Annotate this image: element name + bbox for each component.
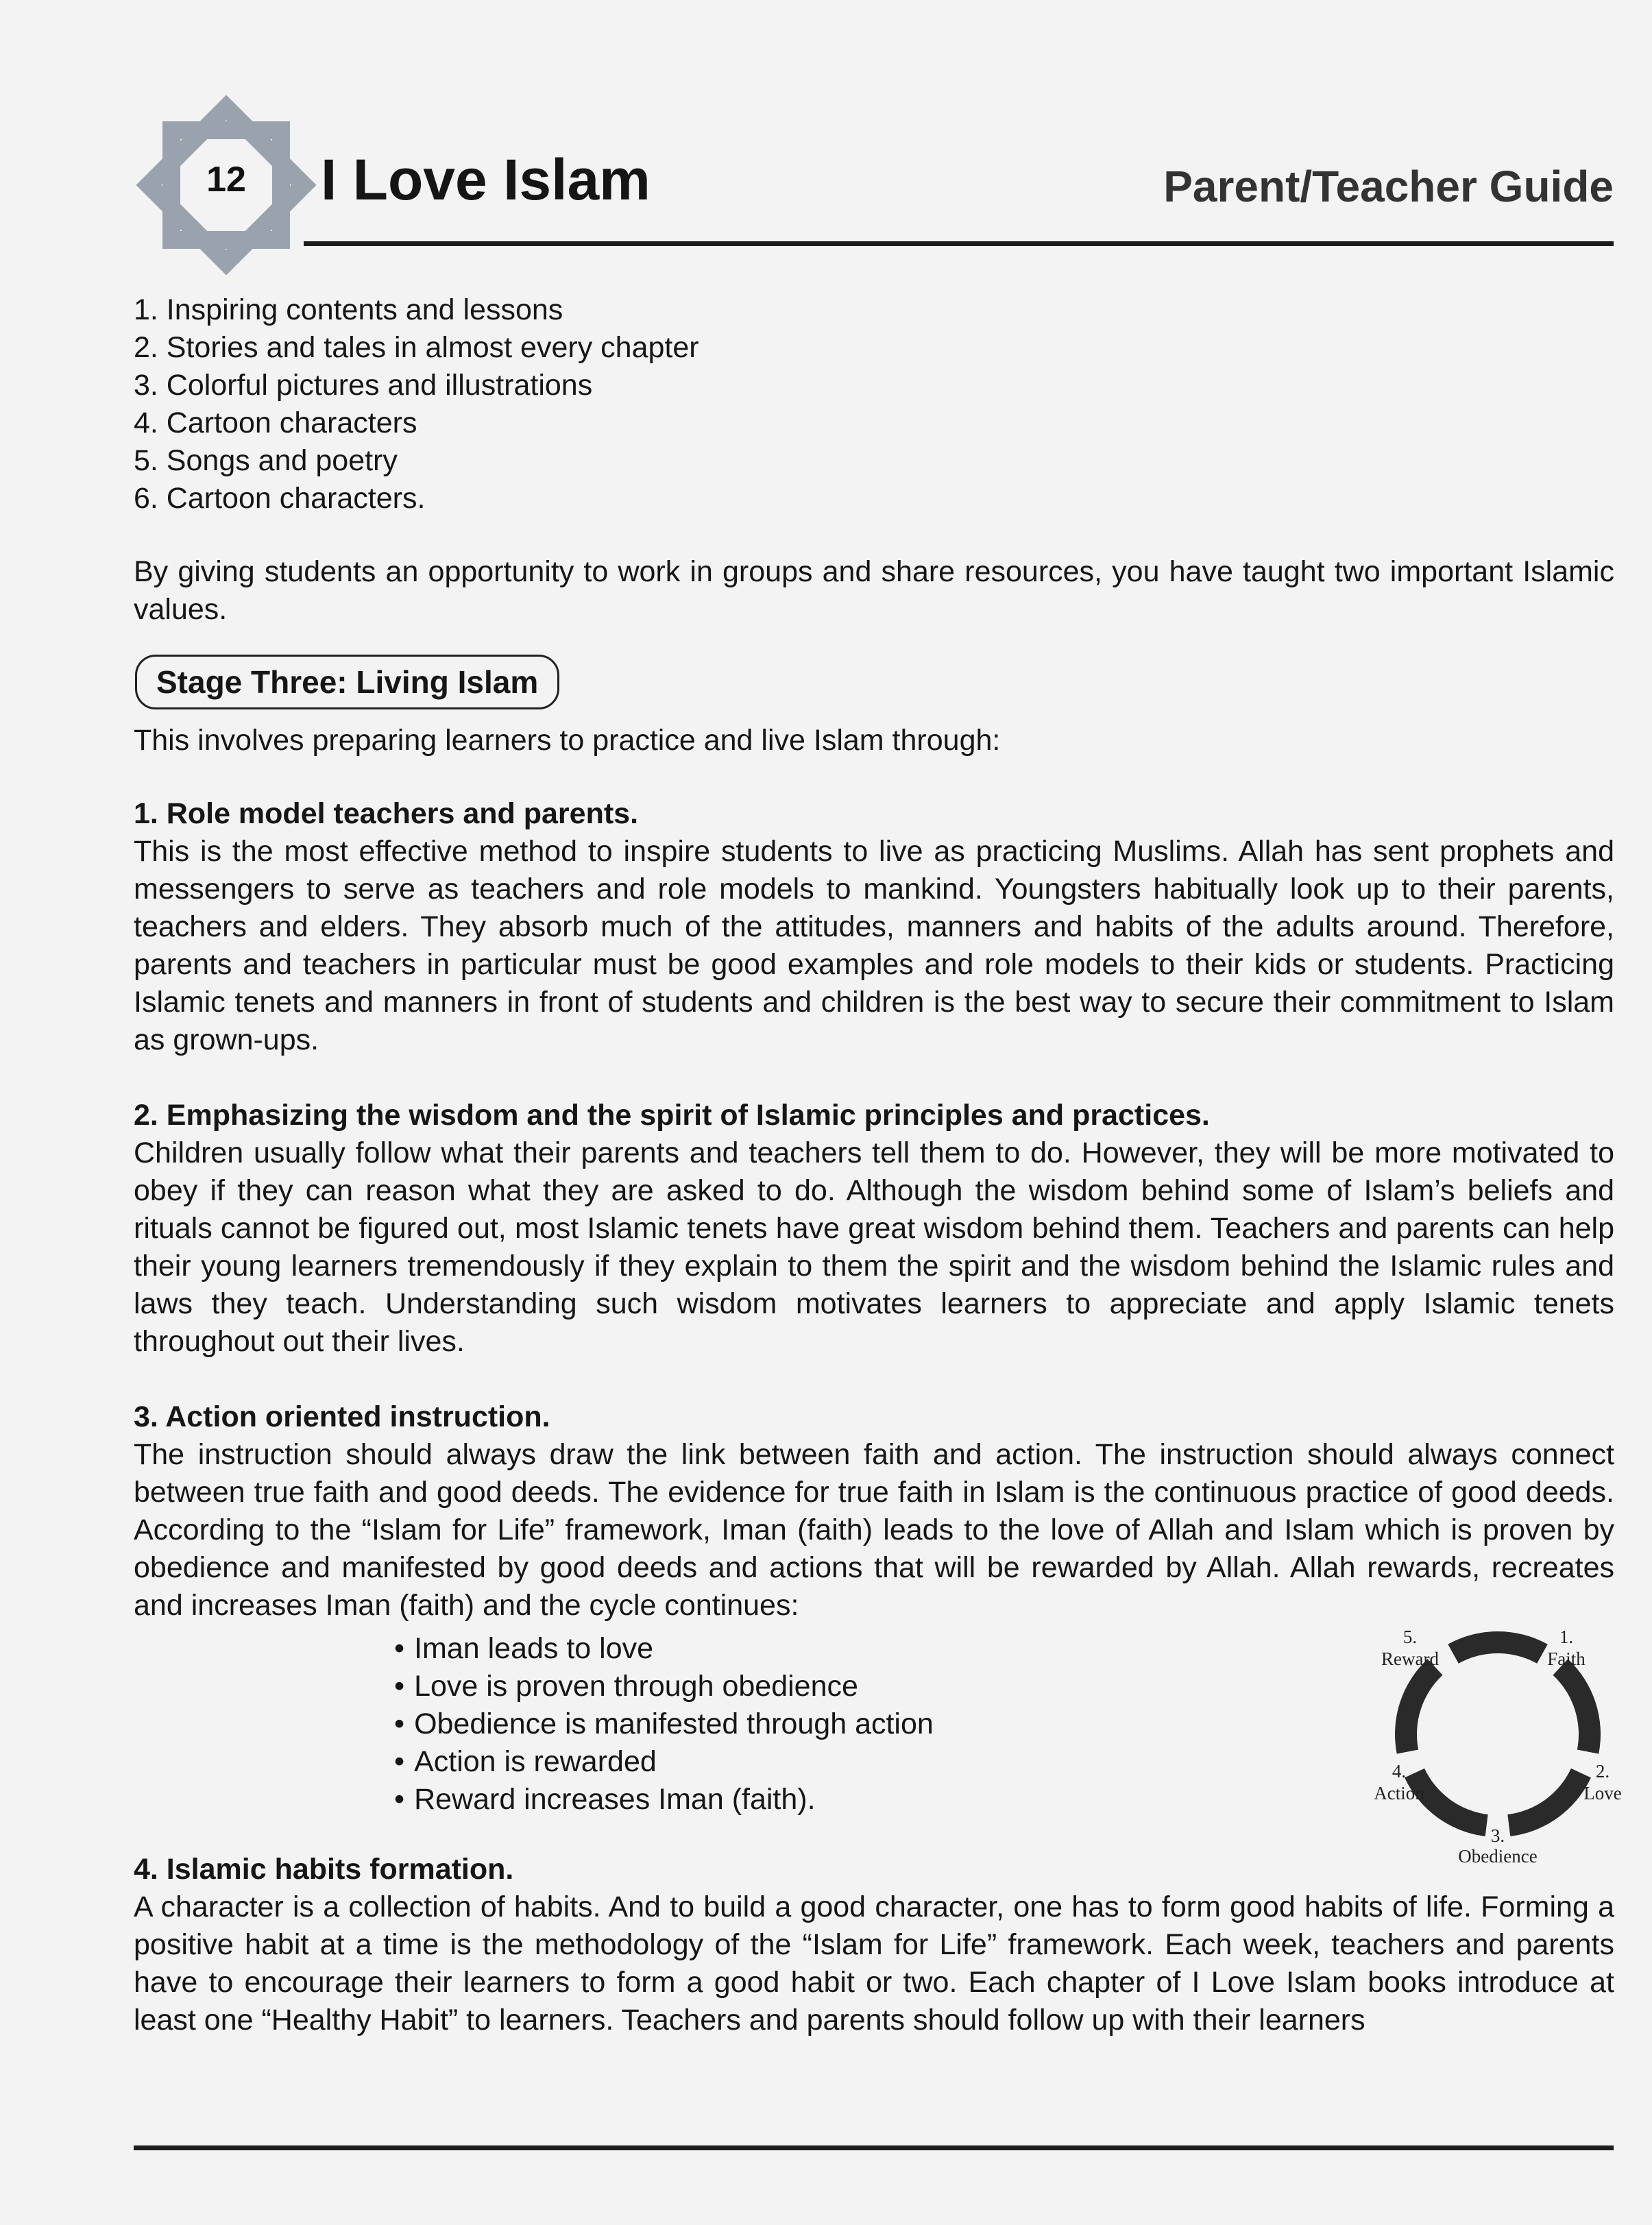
label-obedience: Obedience bbox=[1458, 1846, 1538, 1867]
cycle-section bbox=[134, 1625, 1622, 1867]
label-faith-num: 1. bbox=[1559, 1627, 1574, 1647]
section-heading-role-model: 1. Role model teachers and parents. bbox=[134, 797, 639, 830]
cycle-segment-reward bbox=[1448, 1631, 1547, 1664]
page-number: 12 bbox=[206, 160, 246, 199]
list-item: 2. Stories and tales in almost every chapter bbox=[134, 331, 699, 364]
section-heading-habits: 4. Islamic habits formation. bbox=[134, 1853, 514, 1886]
cycle-segment-faith bbox=[1553, 1659, 1601, 1753]
intro-paragraph: By giving students an opportunity to work in groups and share resources, you have taught two important Islamic values. bbox=[134, 555, 1614, 626]
faith-cycle-diagram bbox=[1340, 1594, 1652, 1875]
section-body-wisdom: Children usually follow what their parents and teachers tell them to do. However, they will be more motivated to obey if they can reason what they are asked to do. Although the wisdom behind some of Islam’s beliefs and rituals cannot be figured out, most Islamic tenets have great wisdom behind them. Teachers and parents can help their young learners tremendously if they explain to them the spirit and the wisdom behind the Islamic rules and laws they teach. Understanding such wisdom motivates learners to appreciate and apply Islamic tenets throughout out their lives. bbox=[134, 1136, 1614, 1358]
label-reward: Reward bbox=[1381, 1649, 1439, 1669]
label-faith: Faith bbox=[1547, 1649, 1586, 1669]
label-action: Action bbox=[1374, 1783, 1424, 1803]
list-item: • Action is rewarded bbox=[394, 1743, 934, 1781]
book-title: I Love Islam bbox=[321, 147, 651, 212]
list-item: • Reward increases Iman (faith). bbox=[394, 1781, 934, 1819]
stage-title: Stage Three: Living Islam bbox=[135, 655, 559, 709]
cycle-segment-action bbox=[1395, 1659, 1443, 1753]
list-item: 1. Inspiring contents and lessons bbox=[134, 293, 563, 326]
list-item: • Love is proven through obedience bbox=[394, 1668, 934, 1705]
features-list bbox=[134, 291, 1614, 518]
label-reward-num: 5. bbox=[1402, 1627, 1418, 1647]
cycle-segment-love bbox=[1507, 1768, 1591, 1836]
label-love: Love bbox=[1583, 1783, 1622, 1803]
footer-divider bbox=[134, 2145, 1614, 2150]
list-item: • Obedience is manifested through action bbox=[394, 1705, 934, 1743]
list-item: 4. Cartoon characters bbox=[134, 406, 417, 439]
section-body-role-model: This is the most effective method to inspire students to live as practicing Muslims. Allah has sent prophets and messengers to serve as teachers and role models to mankind. Youngsters habitually look up to their parents, teachers and elders. They absorb much of the attitudes, manners and habits of the adults around. Therefore, parents and teachers in particular must be good examples and role models to their kids or students. Practicing Islamic tenets and manners in front of students and children is the best way to secure their commitment to Islam as grown-ups. bbox=[134, 835, 1614, 1056]
list-item: 6. Cartoon characters. bbox=[134, 482, 426, 515]
list-item: • Iman leads to love bbox=[394, 1630, 934, 1668]
list-item: 3. Colorful pictures and illustrations bbox=[134, 369, 593, 402]
section-body-habits: A character is a collection of habits. And to build a good character, one has to form good habits of life. Forming a positive habit at a time is the methodology of the “Islam for Life” framework. Each week, teachers and parents have to encourage their learners to form a good habit or two. Each chapter of I Love Islam books introduce at least one “Healthy Habit” to learners. Teachers and parents should follow up with their learners bbox=[134, 1890, 1614, 2036]
cycle-bullets bbox=[394, 1630, 934, 1819]
main-content bbox=[134, 291, 1622, 2039]
section-heading-action: 3. Action oriented instruction. bbox=[134, 1400, 550, 1433]
section-body-action: The instruction should always draw the link between faith and action. The instruction should always connect between true faith and good deeds. The evidence for true faith in Islam is the continuous practice of good deeds. According to the “Islam for Life” framework, Iman (faith) leads to the love of Allah and Islam which is proven by obedience and manifested by good deeds and actions that will be rewarded by Allah. Allah rewards, recreates and increases Iman (faith) and the cycle continues: bbox=[134, 1438, 1614, 1622]
list-item: 5. Songs and poetry bbox=[134, 444, 398, 477]
label-obedience-num: 3. bbox=[1490, 1825, 1505, 1846]
label-action-num: 4. bbox=[1392, 1761, 1407, 1782]
stage-intro: This involves preparing learners to practice and live Islam through: bbox=[134, 724, 1001, 757]
guide-title: Parent/Teacher Guide bbox=[1163, 162, 1614, 211]
header-divider bbox=[304, 241, 1614, 246]
label-love-num: 2. bbox=[1595, 1761, 1610, 1782]
section-heading-wisdom: 2. Emphasizing the wisdom and the spirit of Islamic principles and practices. bbox=[134, 1099, 1210, 1132]
